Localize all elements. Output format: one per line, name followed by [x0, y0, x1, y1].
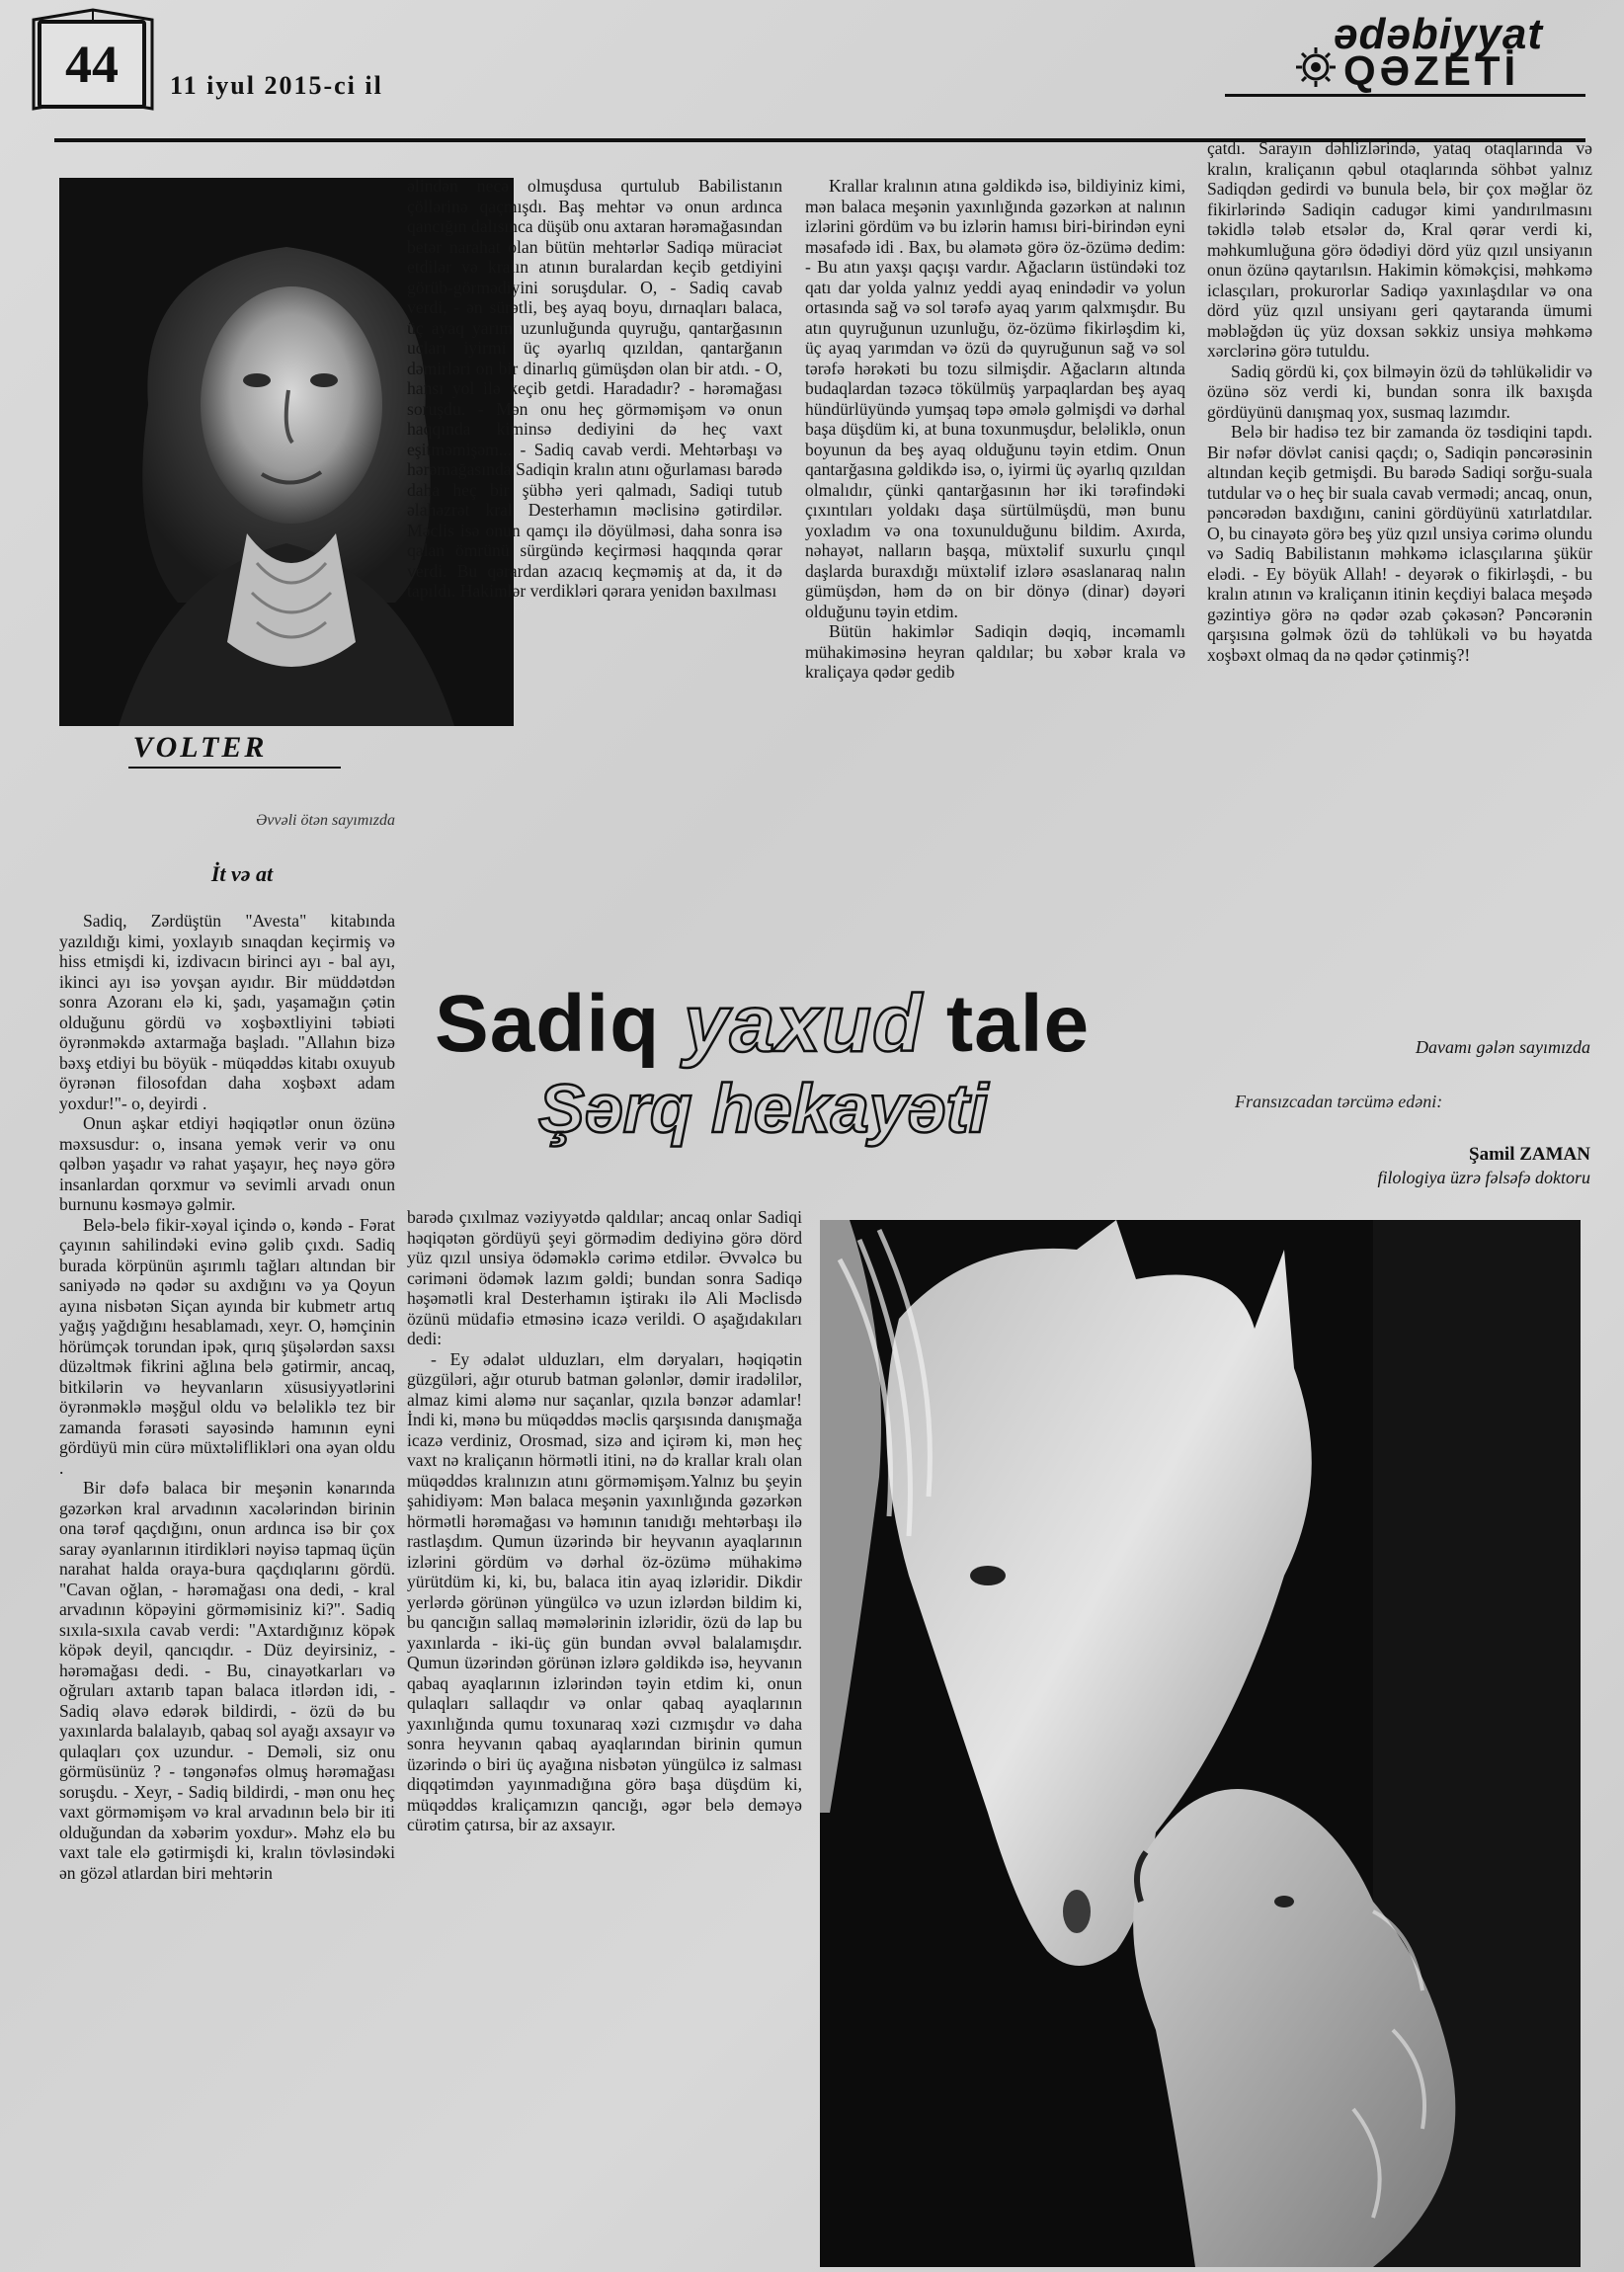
- headline-subtitle: Şərq hekayəti: [538, 1070, 989, 1147]
- translated-by-label: Fransızcadan tərcümə edəni:: [1235, 1092, 1443, 1111]
- paragraph: barədə çıxılmaz vəziyyətdə qaldılar; ancaq onlar Sadiqi həqiqətən gördüyü şeyi görmədim dediyinə görə dörd yüz qızıl unsiya ödəməklə cərimə etdilər. Əvvəlcə bu cəriməni ödəmək lazım gəldi; bundan sonra Sadiqə həşəmətli kral Desterhamın iştirakı ilə Ali Məclisdə özünü müdafiə etməsinə icazə verildi. O aşağıdakıları dedi:: [407, 1207, 802, 1348]
- paragraph: Belə bir hadisə tez bir zamanda öz təsdiqini tapdı. Bir nəfər dövlət canisi qaçdı; o, Sadiqin pəncərəsinin altından keçib getmişdi. Bu barədə Sadiqi sorğu-suala tutdular və o heç bir suala cavab vermədi; ancaq, onun, pəncərədən baxdığını, canini gördüyünü xatırlatdılar. O, bu cinayətə görə beş yüz qızıl unsiya cərimə olundu və Sadiq Babilistanın məhkəmə iclasçılarına şükür elədi. - Ey böyük Allah! - deyərək o fikirləşdi, - bu kralın atının və kraliçanın itinin keçdiyi balaca meşədə gəzintiyə görə nə qədər əzab çəkəsən? Pəncərənin qarşısına gəlmək özü də təhlükəli və bu həyatda xoşbəxt olmaq da nə qədər çətinmiş?!: [1207, 422, 1592, 665]
- paragraph: Sadiq, Zərdüştün "Avesta" kitabında yazıldığı kimi, yoxlayıb sınaqdan keçirmiş və hiss etmişdi ki, izdivacın birinci ayı - bal ayı, ikinci ayı isə yovşan ayıdır. Bir müddətdən sonra Azoranı elə ki, şadı, yaşamağın çətin olduğunu gördü və xoşbəxtliyini təbiəti öyrənməkdə axtarmağa başladı. "Allahın bizə bəxş etdiyi bu böyük - müqəddəs kitabı oxuyub öyrənən filosofdan daha xoşbəxt adam yoxdur!"- o, deyirdi .: [59, 911, 395, 1113]
- section-title: İt və at: [210, 861, 274, 886]
- paragraph: çatdı. Sarayın dəhlizlərində, yataq otaqlarında və kralın, kraliçanın qəbul otaqlarında söhbət yalnız Sadiqdən gedirdi və bunula belə, bir çox məğlar öz fikirlərində Sadiqin cadugər kimi yandırılmasını təkidlə tələb etsələr də, Kral qərar verdi ki, məhkumluğuna görə ödədiyi dörd yüz qızıl unsiyanın onun özünə qaytarılsın. Hakimin köməkçisi, məhkəmə iclasçıları, prokurorlar Sadiqə yaxınlaşdılar və ona dörd yüz qızıl unsiyanı geri qaytaranda ümumi məbləğdən üç yüz doxsan səkkiz unsiya məhkəmə xərclərinə görə tutuldu.: [1207, 138, 1592, 361]
- page-number: 44: [38, 20, 146, 109]
- masthead-rule: [1225, 94, 1585, 97]
- article-column-2-top: [407, 176, 782, 961]
- headline-word: tale: [945, 979, 1091, 1069]
- issue-date: 11 iyul 2015-ci il: [170, 71, 383, 100]
- caption-rule: [128, 767, 341, 769]
- to-be-continued-note: Davamı gələn sayımızda: [1416, 1037, 1590, 1057]
- paragraph: - Ey ədalət ulduzları, elm dəryaları, həqiqətin güzgüləri, ağır oturub batman gələnlər, dəmir iradəlilər, almaz kimi aləmə nur saçanlar, qızıla bənzər adamlar! İndi ki, mənə bu müqəddəs məclis qarşısında danışmağa icazə verdiniz, Orosmad, sizə and içirəm ki, mən heç vaxt nə kraliçanın hörmətli itini, nə də krallar kralı olan müqəddəs kralınızın atını görməmişəm.Yalnız bu şeyin şahidiyəm: Mən balaca meşənin yaxınlığında gəzərkən hörmətli hərəmağası və həmının tanıdığı mehtərbaşı ilə rastlaşdım. Qumun üzərində bir heyvanın ayaqlarının izlərini gördüm və dərhal öz-özümə mühakimə yürütdüm ki, ki, bu, balaca itin ayaq izləridir. Dikdir yerlərdə görünən yüngülcə və uzun izlərdən bildim ki, bu qancığın sallaq məmələrinin izləridir, özü də lap bu yaxınlarda - iki-üç gün bundan əvvəl balalamışdır. Qumun üzərindən görünən izlərə gəldikdə isə, heyvanın qabaq ayaqlarının izlərindən təyin etdim ki, onun qulaqları sallaqdır və onlar qabaq ayaqlarının yaxınlığında qumu toxunaraq xəzi cızmışdır və daha sonra heyvanın qabaq ayaqlarından birinin qumun üzərində o biri üç ayağına nisbətən yüngülcə iz salması diqqətimdən yayınmadığına görə başa düşdüm ki, müqəddəs kraliçamızın qancığı, əgər belə deməyə cürətim çatırsa, bir az axsayır.: [407, 1348, 802, 1834]
- headline-word: Sadiq: [435, 979, 661, 1069]
- headline-word-outline: yaxud: [684, 979, 924, 1069]
- paragraph: Krallar kralının atına gəldikdə isə, bildiyiniz kimi, mən balaca meşənin yaxınlığında gəzərkən at nalının izlərini gördüm və bu izlərin hamısı biri-birindən eyni məsafədə idi . Bax, bu əlamətə görə öz-özümə dedim: - Bu atın yaxşı qaçışı vardır. Ağacların üstündəki toz qatı dar yolda yalnız yeddi ayaq enindədir və yolun ortasında sağ və sol tərəfə ayaq yarım qalxmışdır. Bu atın quyruğunun uzunluğu, öz-özümə fikirləşdim ki, üç ayaq yarımdan və özü də quyruğunun sağ və sol tərəfə hərəkəti bu tozu silmişdir. Ağacların altında budaqlardan təzəcə tökülmüş yarpaqlardan beş ayaq hündürlüyündə yumşaq təpə əmələ gəlmişdi və dərhal başa düşdüm ki, at buna toxunmuşdur, beləliklə, onun boyunun da beş ayaq olduğunu təyin etdim. Onun qantarğasına gəldikdə isə, o, iyirmi üç əyarlıq qızıldan olmalıdır, çünki qantarğasının hər iki tərəfindəki çıxıntıları yoldakı daşa sürtülmüşdü, mən bunu yoxladım və ona toxunulduğunu bildim. Axırda, nəhayət, nalların başqa, müxtəlif suxurlu çınqıl daşlarda buraxdığı müxtəlif izlərə əsaslanaraq nalın gümüşdən, həm də on bir dönyə (dinar) dəyəri olduğunu təyin etdim.: [805, 176, 1185, 621]
- horse-and-dog-photo: [820, 1220, 1581, 2267]
- paragraph: Bütün hakimlər Sadiqin dəqiq, incəmamlı mühakiməsinə heyran qaldılar; bu xəbər krala və kraliçaya qədər gedib: [805, 621, 1185, 682]
- paragraph: Belə-belə fikir-xəyal içində o, kəndə - Fərat çayının sahilindəki evinə gəlib çıxdı. Sadiq burada körpünün aşırımlı tağları altından bir saniyədə nə qədər su axdığını və ya Qoyun ayına nisbətən Siçan ayında bir kubmetr artıq yağış yağdığını hesablamadı, xeyr. O, həmçinin hörümçək torundan ipək, qırıq şüşələrdən saxsı düzəltmək fikrini ağlına belə gətirmir, ancaq, bitkilərin və heyvanların xüsusiyyətlərini öyrənməklə məşğul oldu və beləliklə tez bir zamanda fərasəti sayəsində hamının eyni gördüyü min cürə müxtəliflikləri ona əyan oldu .: [59, 1214, 395, 1478]
- continued-from-note: Əvvəli ötən sayımızda: [256, 812, 395, 829]
- paragraph: Onun aşkar etdiyi həqiqətlər onun özünə məxsusdur: o, insana yemək verir və onu qəlbən yaşadır və rahat yaşayır, heç nəyə görə insanlardan qorxmur və sevimli arvadı onun burnunu kəsməyə gəlmir.: [59, 1113, 395, 1214]
- article-column-4-top: [1207, 138, 1592, 1027]
- portrait-caption: VOLTER: [132, 731, 268, 764]
- horse-dog-drawing: [820, 1220, 1581, 2267]
- masthead-title-bottom: QƏZETİ: [1343, 47, 1520, 94]
- article-column-1: [59, 911, 395, 2264]
- paragraph: əlindən necə olmuşdusa qurtulub Babilistanın çöllərinə qaçmışdı. Baş mehtər və onun ardınca qancığın dalısınca düşüb onu axtaran hərəmağasından betər narahat olan bütün mehtərlər Sadiqə müraciət etdilər və kralın atının buralardan keçib getdiyini görüb-görmədiyini soruşdular. O, - Sadiq cavab verdi, - ən sürətli, beş ayaq boyu, dırnaqları balaca, üç ayaq yarım uzunluğunda quyruğu, qantarğasının ucları iyirmi üç əyarlıq qızıldan, qantarğanın dəmirləri on bir dinarlıq gümüşdən olan bir atdı. - O, hansı yol ilə keçib getdi. Haradadır? - hərəmağası soruşdu. - Mən onu heç görməmişəm və onun haqqında kiminsə dediyini də heç vaxt eşitməmişəm... - Sadiq cavab verdi. Mehtərbaşı və hərəmağasında Sadiqin kralın atını oğurlaması barədə daha heç bir şübhə yeri qalmadı, Sadiqi tutub əlahəzrət kral Desterhamın məclisinə gətirdilər. Məclis isə onun qamçı ilə döyülməsi, daha sonra isə qalan ömrünü sürgündə keçirməsi haqqında qərar verdi. Bu qərardan azacıq keçməmiş at da, it də tapıldı. Hakimlər verdikləri qərara yenidən baxılması: [407, 176, 782, 601]
- paragraph: Bir dəfə balaca bir meşənin kənarında gəzərkən kral arvadının xacələrindən birinin ona tərəf qaçdığını, onun ardınca isə bir çox saray əyanlarının itirdikləri nəyisə tapmaq üçün narahat halda oraya-bura qaçdıqlarını gördü. "Cavan oğlan, - hərəmağası ona dedi, - kral arvadının köpəyini görməmisiniz ki?". Sadiq sıxıla-sıxıla cavab verdi: "Axtardığınız köpək köpək deyil, qancıqdır. - Düz deyirsiniz, - hərəmağası dedi. - Bu, cinayətkarları və oğruları axtarıb tapan balaca itlərdən idi, - Sadiq əlavə edərək bildirdi, - özü də bu yaxınlarda balalayıb, qabaq sol ayağı axsayır və qulaqları çox uzundur. - Deməli, siz onu görmüsünüz ? - təngənəfəs olmuş hərəmağası soruşdu. - Xeyr, - Sadiq bildirdi, - mən onu heç vaxt görməmişəm və kral arvadının belə bir iti olduğundan da xəbərim yoxdur». Məhz elə bu vaxt tale elə gətirmişdi ki, kralın tövləsindəki ən gözəl atlardan biri mehtərin: [59, 1478, 395, 1883]
- article-headline: [435, 978, 1185, 1156]
- headline-title: [435, 978, 1090, 1071]
- masthead-logo: [1294, 10, 1590, 94]
- sun-emblem-icon: [1294, 45, 1338, 89]
- translator-title: filologiya üzrə fəlsəfə doktoru: [1377, 1168, 1590, 1187]
- paragraph: Sadiq gördü ki, çox bilməyin özü də təhlükəlidir və özünə söz verdi ki, bundan sonra ilk baxışda gördüyünü danışmaq yox, susmaq lazımdır.: [1207, 361, 1592, 422]
- article-column-3-top: [805, 176, 1185, 966]
- masthead-title-top: ədəbiyyat: [1334, 10, 1543, 58]
- article-column-2-bottom: [407, 1207, 802, 2259]
- translator-name: Şamil ZAMAN: [1469, 1144, 1590, 1165]
